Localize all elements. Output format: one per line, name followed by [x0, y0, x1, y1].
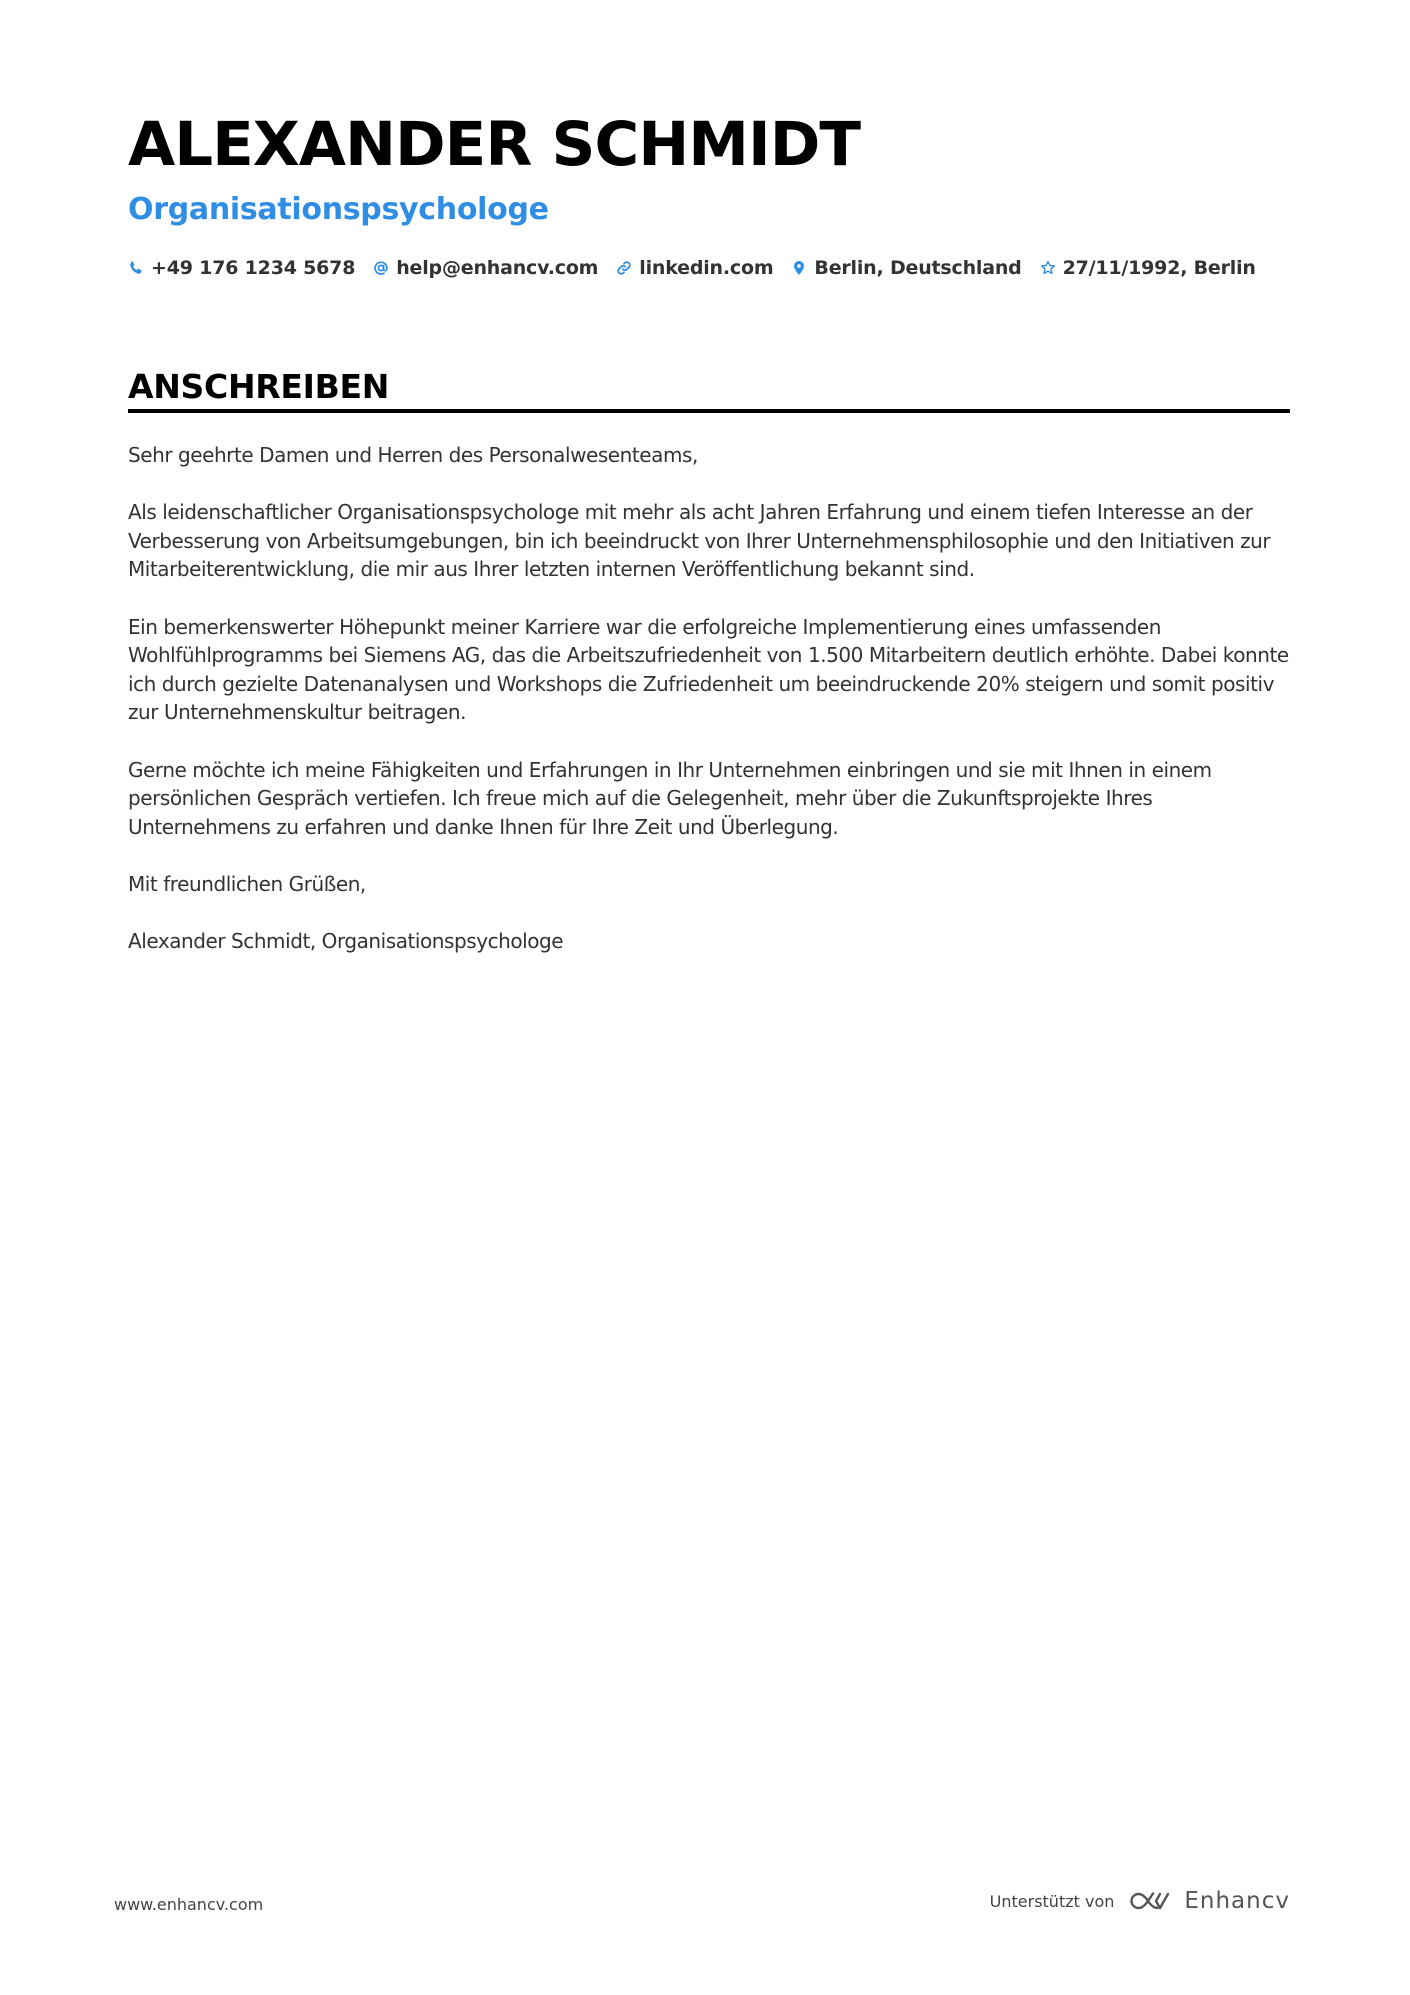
- enhancv-logo-text: Enhancv: [1184, 1888, 1290, 1914]
- contact-location: [791, 257, 1021, 279]
- powered-by-text: Unterstützt von: [989, 1891, 1115, 1911]
- letter-paragraph: Gerne möchte ich meine Fähigkeiten und Erfahrungen in Ihr Unternehmen einbringen und sie mit Ihnen in einem persönlichen Gespräch vertiefen. Ich freue mich auf die Gelegenheit, mehr über die Zukunftsprojekte Ihres Unternehmens zu erfahren und danke Ihnen für Ihre Zeit und Überlegung.: [128, 757, 1212, 839]
- contact-phone-text: +49 176 1234 5678: [151, 257, 356, 279]
- star-icon: [1040, 260, 1056, 276]
- phone-icon: [128, 260, 144, 276]
- at-icon: [373, 260, 389, 276]
- contact-bar: [128, 253, 1274, 283]
- applicant-name: ALEXANDER SCHMIDT: [128, 109, 860, 180]
- link-icon: [616, 260, 632, 276]
- section-divider: [128, 409, 1290, 413]
- contact-linkedin-text: linkedin.com: [639, 257, 774, 279]
- contact-phone[interactable]: [128, 257, 355, 279]
- letter-paragraph: Als leidenschaftlicher Organisationspsychologe mit mehr als acht Jahren Erfahrung und einem tiefen Interesse an der Verbesserung von Arbeitsumgebungen, bin ich beeindruckt von Ihrer Unternehmensphilosophie und den Initiativen zur Mitarbeiterentwicklung, die mir aus Ihrer letzten internen Veröffentlichung bekannt sind.: [128, 500, 1271, 582]
- footer-website[interactable]: www.enhancv.com: [114, 1895, 264, 1914]
- letter-paragraph: Ein bemerkenswerter Höhepunkt meiner Karriere war die erfolgreiche Implementierung eines umfassenden Wohlfühlprogramms bei Siemens AG, das die Arbeitszufriedenheit von 1.500 Mitarbeitern deutlich erhöhte. Dabei konnte ich durch gezielte Datenanalysen und Workshops die Zufriedenheit um beeindruckende 20% steigern und somit positiv zur Unternehmenskultur beitragen.: [128, 614, 1289, 725]
- location-pin-icon: [791, 260, 807, 276]
- contact-birth: [1040, 257, 1256, 279]
- contact-birth-text: 27/11/1992, Berlin: [1062, 257, 1256, 279]
- letter-closing: Mit freundlichen Grüßen,: [128, 871, 366, 896]
- section-title: ANSCHREIBEN: [128, 367, 390, 406]
- applicant-title: Organisationspsychologe: [128, 192, 549, 227]
- contact-email[interactable]: [373, 257, 598, 279]
- letter-salutation: Sehr geehrte Damen und Herren des Personalwesenteams,: [128, 443, 698, 467]
- letter-body: [128, 441, 1298, 984]
- footer-branding[interactable]: [990, 1886, 1290, 1916]
- contact-linkedin[interactable]: [616, 257, 773, 279]
- enhancv-logo-icon: [1126, 1888, 1174, 1914]
- contact-location-text: Berlin, Deutschland: [814, 257, 1022, 279]
- contact-email-text: help@enhancv.com: [396, 257, 599, 279]
- letter-signature: Alexander Schmidt, Organisationspsychologe: [128, 929, 564, 954]
